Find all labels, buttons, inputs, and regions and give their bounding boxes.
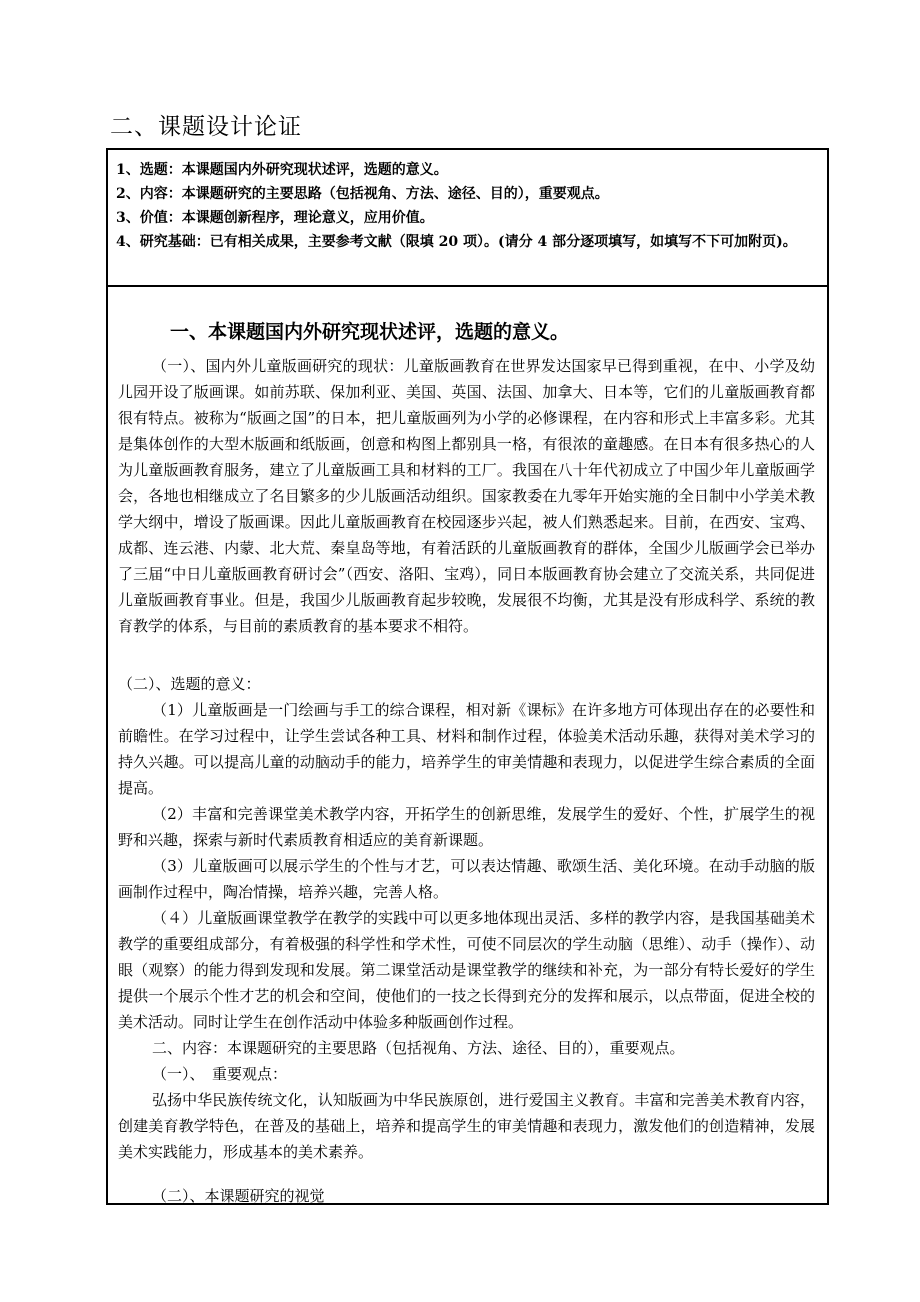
research-perspective-title: （二）、本课题研究的视觉 xyxy=(152,1187,325,1205)
part-one-heading: 一、本课题国内外研究现状述评，选题的意义。 xyxy=(170,321,570,343)
instruction-line-4: 4、研究基础：已有相关成果，主要参考文献（限填 20 项）。(请分 4 部分逐项填写，如填写不下可加附页)。 xyxy=(116,234,797,250)
significance-point-3: （3）儿童版画可以展示学生的个性与才艺，可以表达情趣、歌颂生活、美化环境。在动手动脑的版画制作过程中，陶冶情操，培养兴趣，完善人格。 xyxy=(118,857,815,901)
instruction-line-3: 3、价值：本课题创新程序，理论意义，应用价值。 xyxy=(116,210,434,226)
instruction-line-2: 2、内容：本课题研究的主要思路（包括视角、方法、途径、目的），重要观点。 xyxy=(116,186,609,202)
form-table xyxy=(106,148,829,1205)
significance-point-4: （４）儿童版画课堂教学在教学的实践中可以更多地体现出灵活、多样的教学内容，是我国基础美术教学的重要组成部分，有着极强的科学性和学术性，可使不同层次的学生动脑（思维）、动手（操作）、动眼（观察）的能力得到发现和发展。第二课堂活动是课堂教学的继续和补充，为一部分有特长爱好的学生提供一个展示个性才艺的机会和空间，使他们的一技之长得到充分的发挥和展示，以点带面，促进全校的美术活动。同时让学生在创作活动中体验多种版画创作过程。 xyxy=(118,909,815,1031)
instructions-cell xyxy=(108,150,827,287)
part-two-title: 二、内容：本课题研究的主要思路（包括视角、方法、途径、目的），重要观点。 xyxy=(152,1039,685,1057)
key-points-paragraph: 弘扬中华民族传统文化，认知版画为中华民族原创，进行爱国主义教育。丰富和完善美术教育内容，创建美育教学特色，在普及的基础上，培养和提高学生的审美情趣和表现力，激发他们的创造精神，发展美术实践能力，形成基本的美术素养。 xyxy=(118,1091,815,1161)
significance-point-1: （1）儿童版画是一门绘画与手工的综合课程，相对新《课标》在许多地方可体现出存在的必要性和前瞻性。在学习过程中，让学生尝试各种工具、材料和制作过程，体验美术活动乐趣，获得对美术学习的持久兴趣。可以提高儿童的动脑动手的能力，培养学生的审美情趣和表现力，以促进学生综合素质的全面提高。 xyxy=(118,701,815,797)
research-status-paragraph: （一）、国内外儿童版画研究的现状：儿童版画教育在世界发达国家早已得到重视，在中、小学及幼儿园开设了版画课。如前苏联、保加利亚、美国、英国、法国、加拿大、日本等，它们的儿童版画教育都很有特点。被称为“版画之国”的日本，把儿童版画列为小学的必修课程，在内容和形式上丰富多彩。尤其是集体创作的大型木版画和纸版画，创意和构图上都别具一格，有很浓的童趣感。在日本有很多热心的人为儿童版画教育服务，建立了儿童版画工具和材料的工厂。我国在八十年代初成立了中国少年儿童版画学会，各地也相继成立了名目繁多的少儿版画活动组织。国家教委在九零年开始实施的全日制中小学美术教学大纲中，增设了版画课。因此儿童版画教育在校园逐步兴起，被人们熟悉起来。目前，在西安、宝鸡、成都、连云港、内蒙、北大荒、秦皇岛等地，有着活跃的儿童版画教育的群体，全国少儿版画学会已举办了三届“中日儿童版画教育研讨会”（西安、洛阳、宝鸡），同日本版画教育协会建立了交流关系，共同促进儿童版画教育事业。但是，我国少儿版画教育起步较晚，发展很不均衡，尤其是没有形成科学、系统的教育教学的体系，与目前的素质教育的基本要求不相符。 xyxy=(118,357,815,635)
significance-title: （二）、选题的意义： xyxy=(118,675,261,693)
key-points-title: （一）、 重要观点： xyxy=(152,1065,288,1083)
significance-point-2: （2）丰富和完善课堂美术教学内容，开拓学生的创新思维，发展学生的爱好、个性，扩展学生的视野和兴趣，探索与新时代素质教育相适应的美育新课题。 xyxy=(118,805,815,849)
instruction-line-1: 1、选题：本课题国内外研究现状述评，选题的意义。 xyxy=(116,162,448,178)
section-title: 二、课题设计论证 xyxy=(110,114,302,140)
